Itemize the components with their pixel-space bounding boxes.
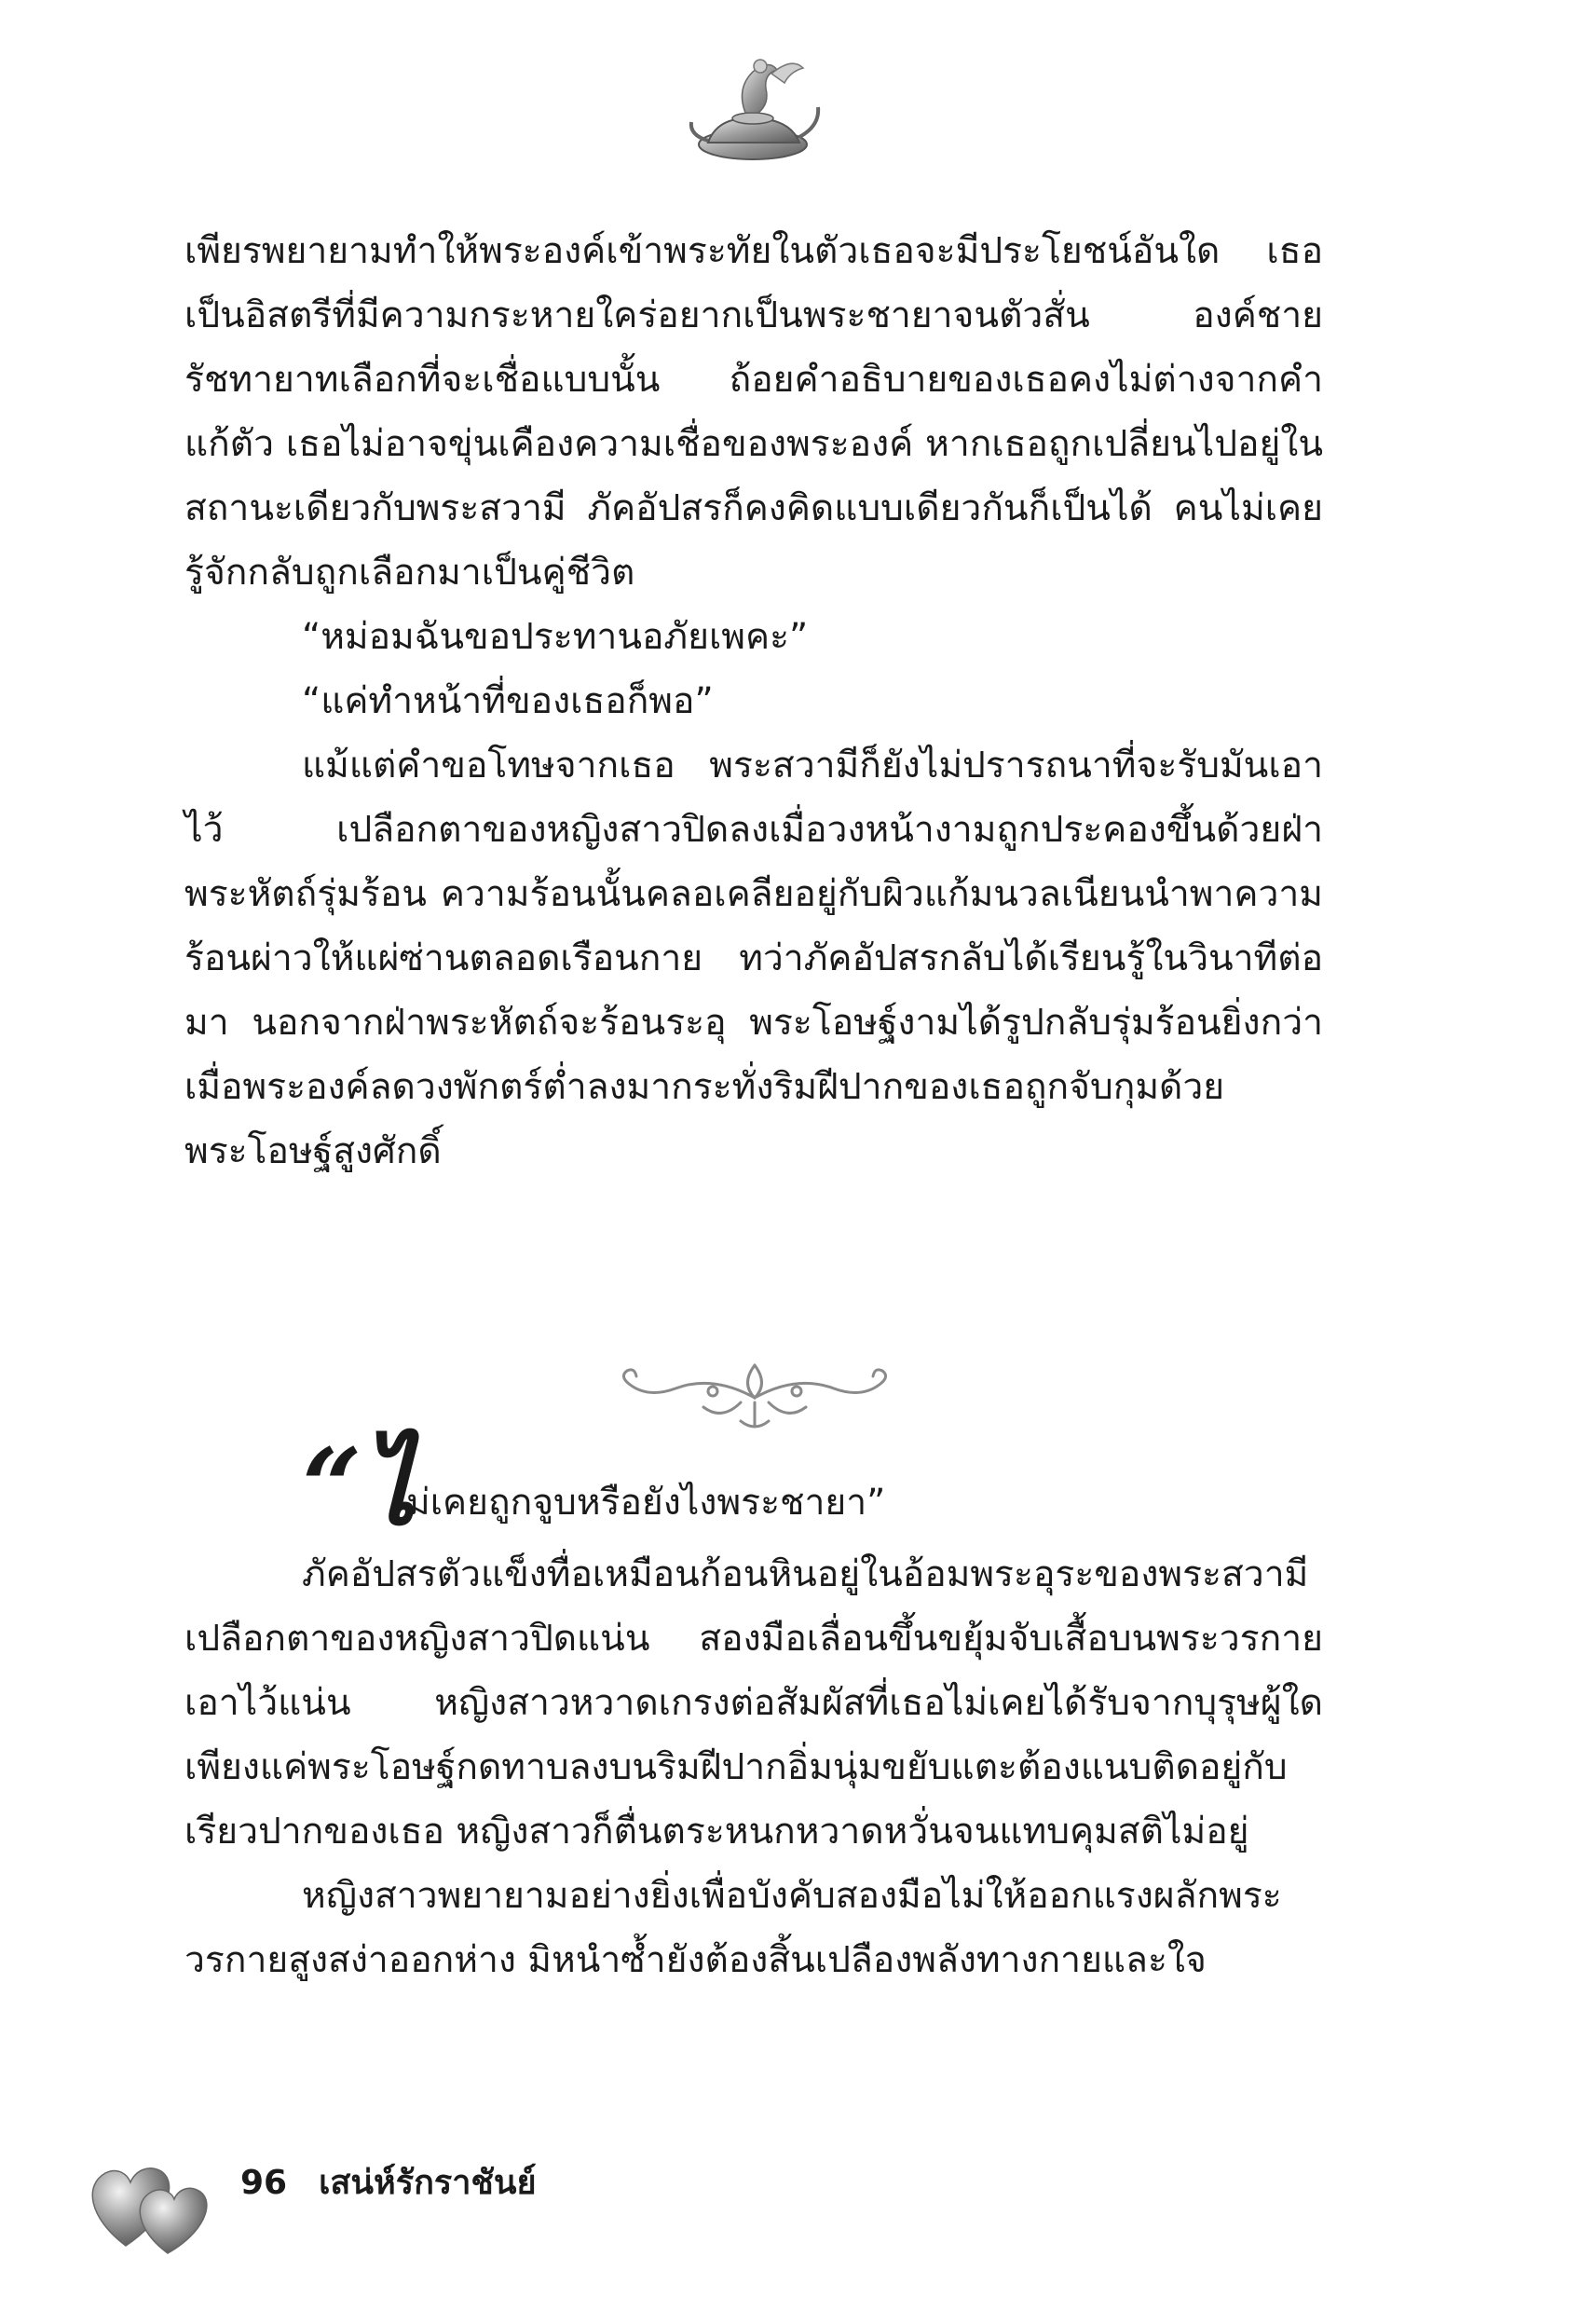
lower-text-block: [184, 1427, 1323, 1992]
paragraph: ภัคอัปสรตัวแข็งทื่อเหมือนก้อนหินอยู่ในอ้อมพระอุระของพระสวามี เปลือกตาของหญิงสาวปิดแน่น สองมือเลื่อนขึ้นขยุ้มจับเสื้อบนพระวรกายเอาไว้แน่น หญิงสาวหวาดเกรงต่อสัมผัสที่เธอไม่เคยได้รับจากบุรุษผู้ใด เพียงแค่พระโอษฐ์กดทาบลงบนริมฝีปากอิ่มนุ่มขยับแตะต้องแนบติดอยู่กับเรียวปากของเธอ หญิงสาวก็ตื่นตระหนกหวาดหวั่นจนแทบคุมสติไม่อยู่: [184, 1553, 1323, 1853]
paragraph: แม้แต่คำขอโทษจากเธอ พระสวามีก็ยังไม่ปรารถนาที่จะรับมันเอาไว้ เปลือกตาของหญิงสาวปิดลงเมื่อวงหน้างามถูกประคองขึ้นด้วยฝ่าพระหัตถ์รุ่มร้อน ความร้อนนั้นคลอเคลียอยู่กับผิวแก้มนวลเนียนนำพาความร้อนผ่าวให้แผ่ซ่านตลอดเรือนกาย ทว่าภัคอัปสรกลับได้เรียนรู้ในวินาทีต่อมา นอกจากฝ่าพระหัตถ์จะร้อนระอุ พระโอษฐ์งามได้รูปกลับรุ่มร้อนยิ่งกว่า เมื่อพระองค์ลดวงพักตร์ต่ำลงมากระทั่งริมฝีปากของเธอถูกจับกุมด้วยพระโอษฐ์สูงศักดิ์: [184, 745, 1323, 1172]
dialogue-line: “หม่อมฉันขอประทานอภัยเพคะ”: [302, 616, 809, 658]
scroll-flourish-divider-icon: [601, 1356, 908, 1435]
dropcap-paragraph: [184, 1427, 1323, 1549]
dropcap-initial: “ไ: [302, 1427, 415, 1549]
cupid-lamp-emblem-icon: [680, 51, 829, 172]
dropcap-rest-text: ม่เคยถูกจูบหรือยังไงพระชายา”: [406, 1482, 886, 1524]
upper-text-block: [184, 219, 1323, 1183]
book-title: เสน่ห์รักราชันย์: [319, 2164, 537, 2202]
paragraph: หญิงสาวพยายามอย่างยิ่งเพื่อบังคับสองมือไม่ให้ออกแรงผลักพระวรกายสูงสง่าออกห่าง มิหนำซ้ำยังต้องสิ้นเปลืองพลังทางกายและใจ: [184, 1875, 1282, 1981]
double-heart-icon: [79, 2143, 219, 2264]
page-number: 96: [240, 2164, 288, 2202]
paragraph: เพียรพยายามทำให้พระองค์เข้าพระทัยในตัวเธอจะมีประโยชน์อันใด เธอเป็นอิสตรีที่มีความกระหายใคร่อยากเป็นพระชายาจนตัวสั่น องค์ชายรัชทายาทเลือกที่จะเชื่อแบบนั้น ถ้อยคำอธิบายของเธอคงไม่ต่างจากคำแก้ตัว เธอไม่อาจขุ่นเคืองความเชื่อของพระองค์ หากเธอถูกเปลี่ยนไปอยู่ในสถานะเดียวกับพระสวามี ภัคอัปสรก็คงคิดแบบเดียวกันก็เป็นได้ คนไม่เคยรู้จักกลับถูกเลือกมาเป็นคู่ชีวิต: [184, 230, 1323, 594]
dialogue-line: “แค่ทำหน้าที่ของเธอก็พอ”: [302, 680, 714, 722]
page-footer: [240, 2160, 537, 2207]
